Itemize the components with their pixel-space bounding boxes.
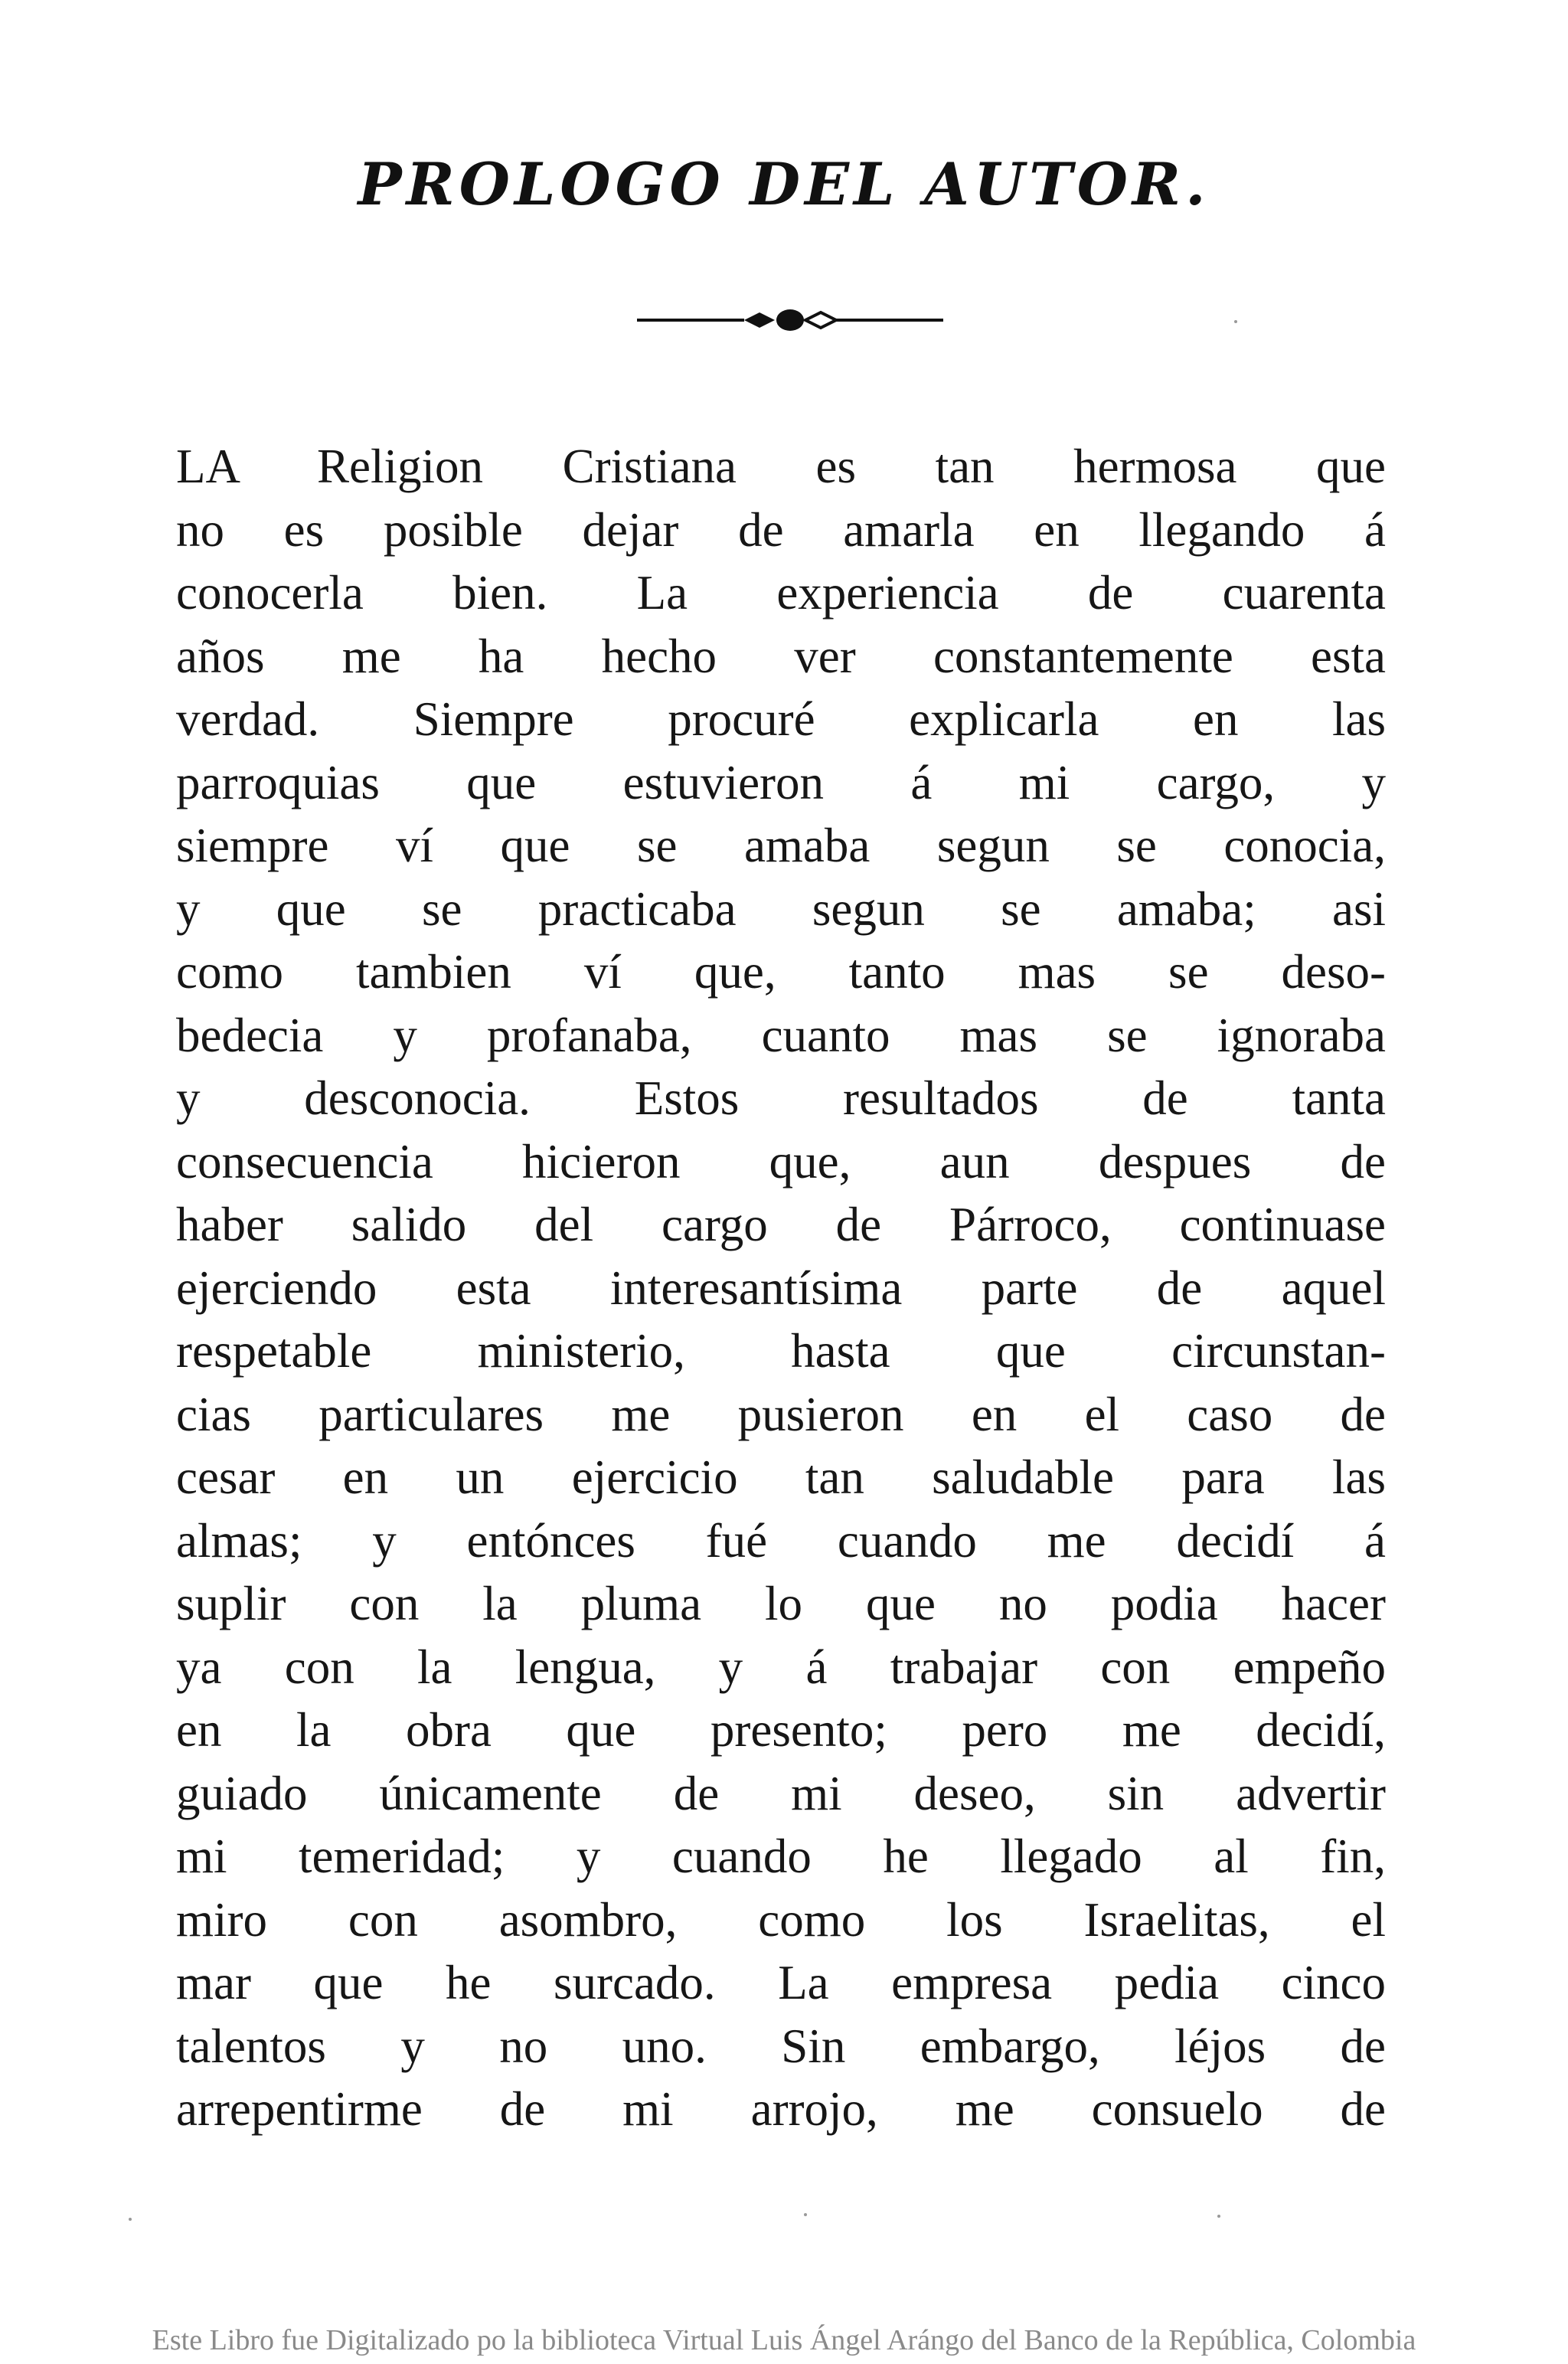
text-line: siempre ví que se amaba segun se conocia, — [176, 819, 1386, 872]
chapter-heading: PROLOGO DEL AUTOR. — [358, 150, 1210, 218]
text-line: miro con asombro, como los Israelitas, el — [176, 1892, 1386, 1947]
text-line: suplir con la pluma lo que no podia hacer — [176, 1577, 1386, 1630]
text-line: arrepentirme de mi arrojo, me consuelo de — [176, 2082, 1386, 2136]
text-line: LA Religion Cristiana es tan hermosa que — [176, 440, 1386, 493]
text-line: conocerla bien. La experiencia de cuarenta — [176, 566, 1386, 620]
scan-speck — [804, 2213, 807, 2216]
text-line: en la obra que presento; pero me decidí, — [176, 1703, 1386, 1757]
text-line: y que se practicaba segun se amaba; asi — [176, 881, 1386, 936]
text-line: cesar en un ejercicio tan saludable para las — [176, 1450, 1386, 1504]
text-line: y desconocia. Estos resultados de tanta — [176, 1071, 1386, 1125]
text-line: cias particulares me pusieron en el caso de — [176, 1387, 1386, 1441]
text-line: talentos y no uno. Sin embargo, léjos de — [176, 2019, 1386, 2073]
fleuron-rule-icon — [637, 305, 943, 335]
text-line: como tambien ví que, tanto mas se deso- — [176, 945, 1386, 999]
prologue-paragraph — [176, 435, 1386, 2141]
scan-speck — [1234, 320, 1237, 323]
text-line: guiado únicamente de mi deseo, sin advertir — [176, 1766, 1386, 1820]
digitization-credit: Este Libro fue Digitalizado po la biblioteca Virtual Luis Ángel Arángo del Banco de la República, Colombia — [152, 2324, 1416, 2356]
text-line: mar que he surcado. La empresa pedia cinco — [176, 1956, 1386, 2009]
scan-speck — [1217, 2215, 1220, 2218]
text-line: años me ha hecho ver constantemente esta — [176, 629, 1386, 683]
scan-speck — [129, 2218, 132, 2221]
text-line: mi temeridad; y cuando he llegado al fin, — [176, 1829, 1386, 1883]
text-line: ejerciendo esta interesantísima parte de aquel — [176, 1260, 1386, 1315]
text-line: consecuencia hicieron que, aun despues de — [176, 1134, 1386, 1189]
text-line: bedecia y profanaba, cuanto mas se ignoraba — [176, 1008, 1386, 1062]
text-line: ya con la lengua, y á trabajar con empeño — [176, 1640, 1386, 1694]
text-line: almas; y entónces fué cuando me decidí á — [176, 1513, 1386, 1568]
text-line: no es posible dejar de amarla en llegando á — [176, 502, 1386, 557]
text-line: parroquias que estuvieron á mi cargo, y — [176, 755, 1386, 809]
text-line: haber salido del cargo de Párroco, continuase — [176, 1198, 1386, 1251]
text-line: verdad. Siempre procuré explicarla en las — [176, 692, 1386, 746]
text-line: respetable ministerio, hasta que circunstan- — [176, 1324, 1386, 1378]
